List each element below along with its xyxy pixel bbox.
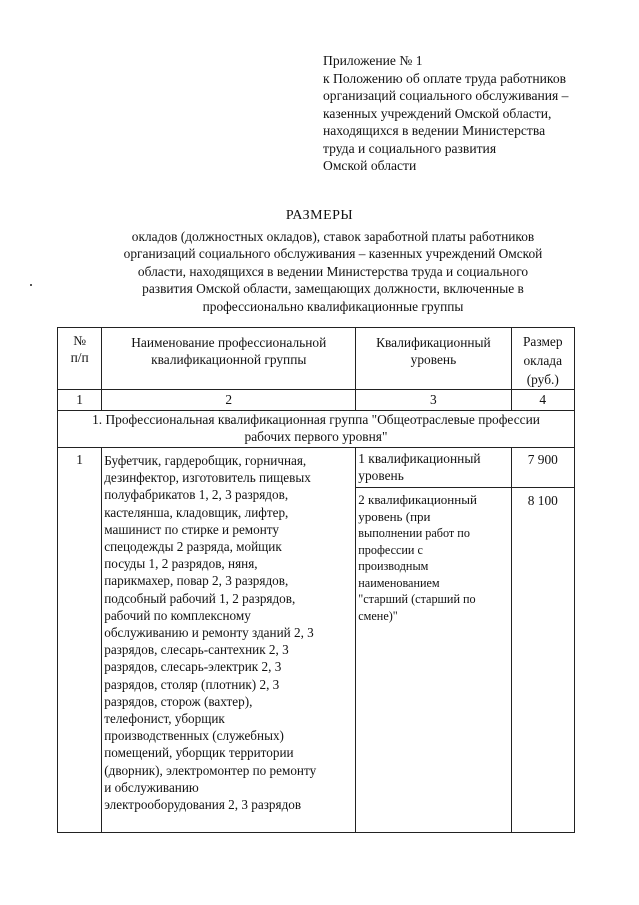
- table-row: [58, 448, 575, 833]
- table-header-row: [58, 328, 575, 390]
- salary-level-1: 7 900: [512, 448, 574, 488]
- group-title: 1. Профессиональная квалификационная группа "Общеотраслевые профессии рабочих первого уровня": [58, 411, 575, 448]
- document-title: РАЗМЕРЫ: [285, 208, 354, 223]
- column-number: 1: [58, 390, 102, 411]
- appendix-header: [323, 52, 623, 175]
- subtitle-line: профессионально квалификационные группы: [202, 298, 464, 314]
- column-number-row: [58, 390, 575, 411]
- profession-list: Буфетчик, гардеробщик, горничная, дезинфектор, изготовитель пищевых полуфабрикатов 1, 2, 3 разрядов, кастелянша, кладовщик, лифтер, машинист по стирке и ремонту спецодежды 2 разряда, мойщик посуды 1, 2 разрядов, няня, парикмахер, повар 2, 3 разрядов, подсобный рабочий 1, 2 разрядов, рабочий по комплексному обслуживанию и ремонту зданий 2, 3 разрядов, слесарь-сантехник 2, 3 разрядов, слесарь-электрик 2, 3 разрядов, столяр (плотник) 2, 3 разрядов, сторож (вахтер), телефонист, уборщик производственных (служебных) помещений, уборщик территории (дворник), электромонтер по ремонту и обслуживанию электрооборудования 2, 3 разрядов: [102, 448, 356, 833]
- appendix-line: труда и социального развития: [323, 140, 497, 156]
- appendix-line: казенных учреждений Омской области,: [323, 105, 552, 121]
- subtitle-line: области, находящихся в ведении Министерства труда и социального: [137, 263, 529, 279]
- salary-cell: [511, 448, 574, 833]
- scan-speck: [30, 284, 32, 286]
- salary-level-2: 8 100: [527, 493, 558, 508]
- appendix-line: к Положению об оплате труда работников: [323, 70, 567, 86]
- appendix-line: Омской области: [323, 158, 417, 173]
- column-number: 4: [511, 390, 574, 411]
- column-number: 3: [356, 390, 511, 411]
- appendix-line: Приложение № 1: [323, 53, 423, 68]
- level-cell: [356, 448, 511, 833]
- level-1: 1 квалификационный уровень: [356, 448, 510, 488]
- column-number: 2: [102, 390, 356, 411]
- row-number: 1: [58, 448, 102, 833]
- document-subtitle: [86, 228, 580, 315]
- header-level: Квалификационный уровень: [356, 328, 511, 390]
- subtitle-line: развития Омской области, замещающих должности, включенные в: [142, 281, 524, 297]
- header-salary: Размер оклада (руб.): [511, 328, 574, 390]
- appendix-line: находящихся в ведении Министерства: [323, 123, 546, 138]
- level-2: 2 квалификационный уровень (при выполнении работ по профессии с производным наименованием "старший (старший по смене)": [358, 492, 477, 623]
- subtitle-line: окладов (должностных окладов), ставок заработной платы работников: [131, 229, 535, 244]
- salary-table: [57, 327, 575, 833]
- appendix-line: организаций социального обслуживания –: [323, 88, 569, 103]
- header-group-name: Наименование профессиональной квалификационной группы: [102, 328, 356, 390]
- group-title-row: [58, 411, 575, 448]
- header-num: № п/п: [58, 328, 102, 390]
- subtitle-line: организаций социального обслуживания – казенных учреждений Омской: [123, 246, 543, 262]
